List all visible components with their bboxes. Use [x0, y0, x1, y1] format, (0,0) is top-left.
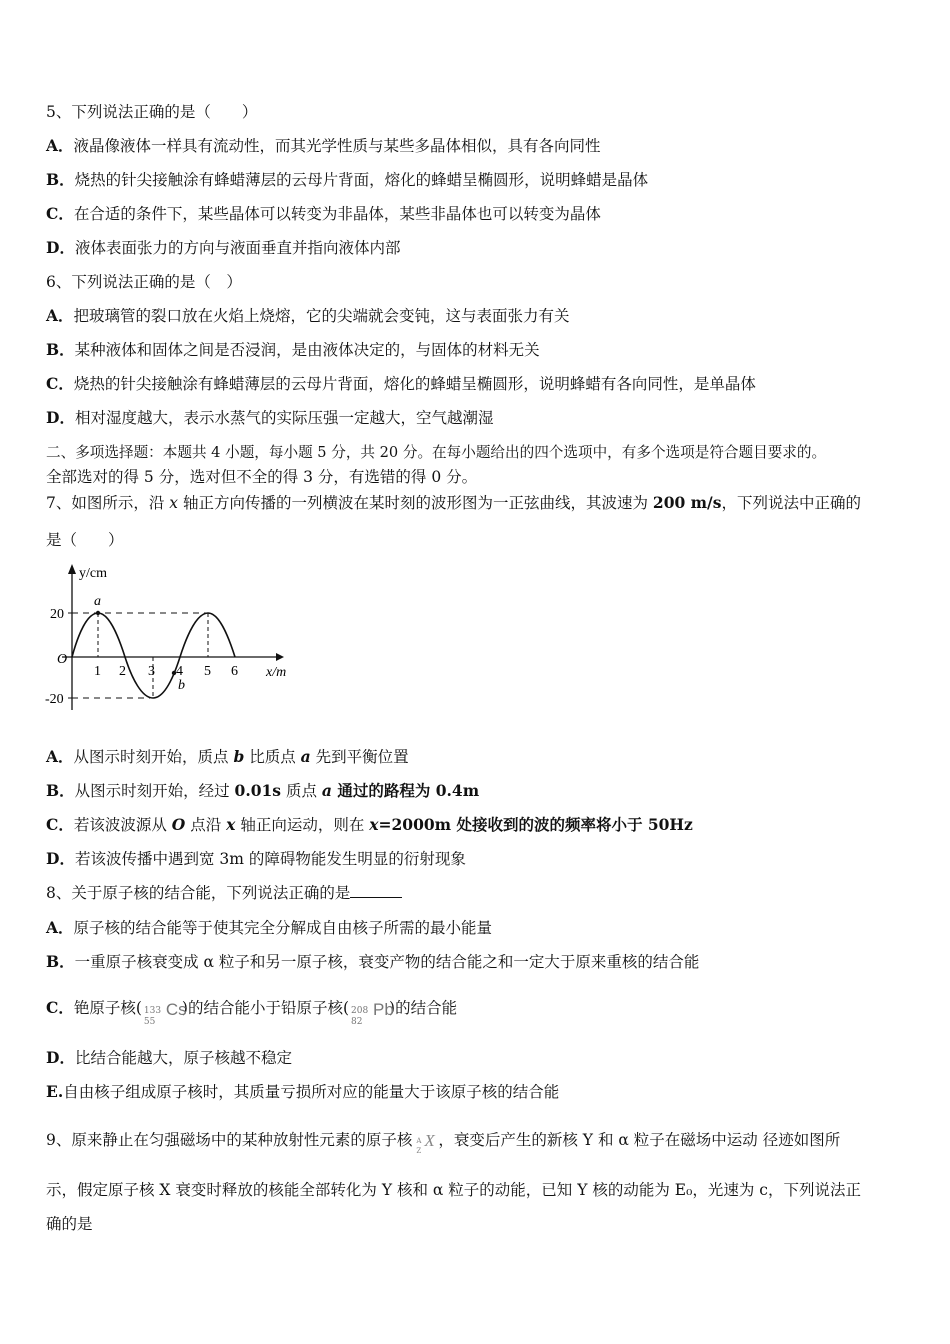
y-tick-neg20: -20	[45, 692, 64, 707]
q7-stem-line2: 是（ ）	[46, 531, 124, 549]
q8-option-d: D．比结合能越大，原子核越不稳定	[46, 1048, 292, 1067]
q8-option-a: A．原子核的结合能等于使其完全分解成自由核子所需的最小能量	[46, 918, 493, 937]
q9-line1: 9、原来静止在匀强磁场中的某种放射性元素的原子核 A Z X ，衰变后产生的新核 Y 和 α 粒子在磁场中运动 径迹如图所	[46, 1131, 841, 1155]
q9-line2: 示，假定原子核 X 衰变时释放的核能全部转化为 Y 核和 α 粒子的动能，已知 Y 核的动能为 E₀，光速为 c，下列说法正	[46, 1181, 861, 1199]
cs-nucleus-symbol: 133 55 Cs	[143, 1000, 187, 1027]
q5-option-b: B．烧热的针尖接触涂有蜂蜡薄层的云母片背面，熔化的蜂蜡呈椭圆形，说明蜂蜡是晶体	[46, 170, 649, 189]
q6-option-c: C．烧热的针尖接触涂有蜂蜡薄层的云母片背面，熔化的蜂蜡呈椭圆形，说明蜂蜡有各向同性，是单晶体	[46, 374, 756, 393]
q8-option-e: E.自由核子组成原子核时，其质量亏损所对应的能量大于该原子核的结合能	[46, 1082, 560, 1101]
x-tick-1: 1	[94, 664, 101, 679]
x-tick-3: 3	[148, 664, 155, 679]
q6-option-b: B．某种液体和固体之间是否浸润，是由液体决定的，与固体的材料无关	[46, 340, 540, 359]
q6-stem: 6、下列说法正确的是（ ）	[46, 273, 242, 291]
x-tick-6: 6	[231, 664, 238, 679]
q6-option-d: D．相对湿度越大，表示水蒸气的实际压强一定越大，空气越潮湿	[46, 408, 494, 427]
q7-option-b: B．从图示时刻开始，经过 0.01s 质点 a 通过的路程为 0.4m	[46, 781, 480, 800]
q6-option-a: A．把玻璃管的裂口放在火焰上烧熔，它的尖端就会变钝，这与表面张力有关	[46, 306, 570, 325]
q5-option-d: D．液体表面张力的方向与液面垂直并指向液体内部	[46, 238, 401, 257]
q7-option-a: A．从图示时刻开始，质点 b 比质点 a 先到平衡位置	[46, 747, 409, 766]
pb-nucleus-symbol: 208 82 Pb	[351, 1000, 394, 1027]
q5-option-a: A．液晶像液体一样具有流动性，而其光学性质与某些多晶体相似，具有各向同性	[46, 136, 601, 155]
point-a-label: a	[94, 594, 101, 609]
point-b-label: b	[178, 678, 185, 693]
q5-option-c: C．在合适的条件下，某些晶体可以转变为非晶体，某些非晶体也可以转变为晶体	[46, 204, 601, 223]
point-b-marker	[172, 671, 176, 675]
x-nucleus-symbol: A Z X	[416, 1131, 435, 1155]
y-axis-label: y/cm	[79, 566, 107, 581]
q7-stem: 7、如图所示，沿 x 轴正方向传播的一列横波在某时刻的波形图为一正弦曲线，其波速为 200 m/s，下列说法中正确的	[46, 493, 861, 512]
q5-stem: 5、下列说法正确的是（ ）	[46, 103, 258, 121]
q9-line3: 确的是	[46, 1215, 93, 1233]
section2-line2: 全部选对的得 5 分，选对但不全的得 3 分，有选错的得 0 分。	[46, 468, 478, 486]
q7-option-d: D．若该波传播中遇到宽 3m 的障碍物能发生明显的衍射现象	[46, 849, 466, 868]
section2-line1: 二、多项选择题：本题共 4 小题，每小题 5 分，共 20 分。在每小题给出的四个选项中，有多个选项是符合题目要求的。	[46, 444, 827, 461]
wave-graph	[40, 560, 310, 720]
origin-label: O	[57, 652, 68, 667]
x-axis-label: x/m	[266, 665, 287, 680]
q8-stem: 8、关于原子核的结合能，下列说法正确的是	[46, 883, 402, 903]
x-axis-arrow	[276, 653, 284, 661]
q8-option-c: C．铯原子核( 133 55 Cs )的结合能小于铅原子核( 208 82 Pb )的结合能	[46, 994, 457, 1023]
q8-option-b: B．一重原子核衰变成 α 粒子和另一原子核，衰变产物的结合能之和一定大于原来重核的结合能	[46, 952, 700, 971]
point-a-marker	[96, 611, 100, 615]
y-tick-20: 20	[50, 607, 64, 622]
y-axis-arrow	[68, 564, 76, 574]
answer-blank	[350, 883, 402, 898]
x-tick-5: 5	[204, 664, 211, 679]
x-tick-2: 2	[119, 664, 126, 679]
x-tick-4: 4	[176, 664, 183, 679]
q7-option-c: C．若该波波源从 O 点沿 x 轴正向运动，则在 x=2000m 处接收到的波的频率将小于 50Hz	[46, 815, 693, 834]
